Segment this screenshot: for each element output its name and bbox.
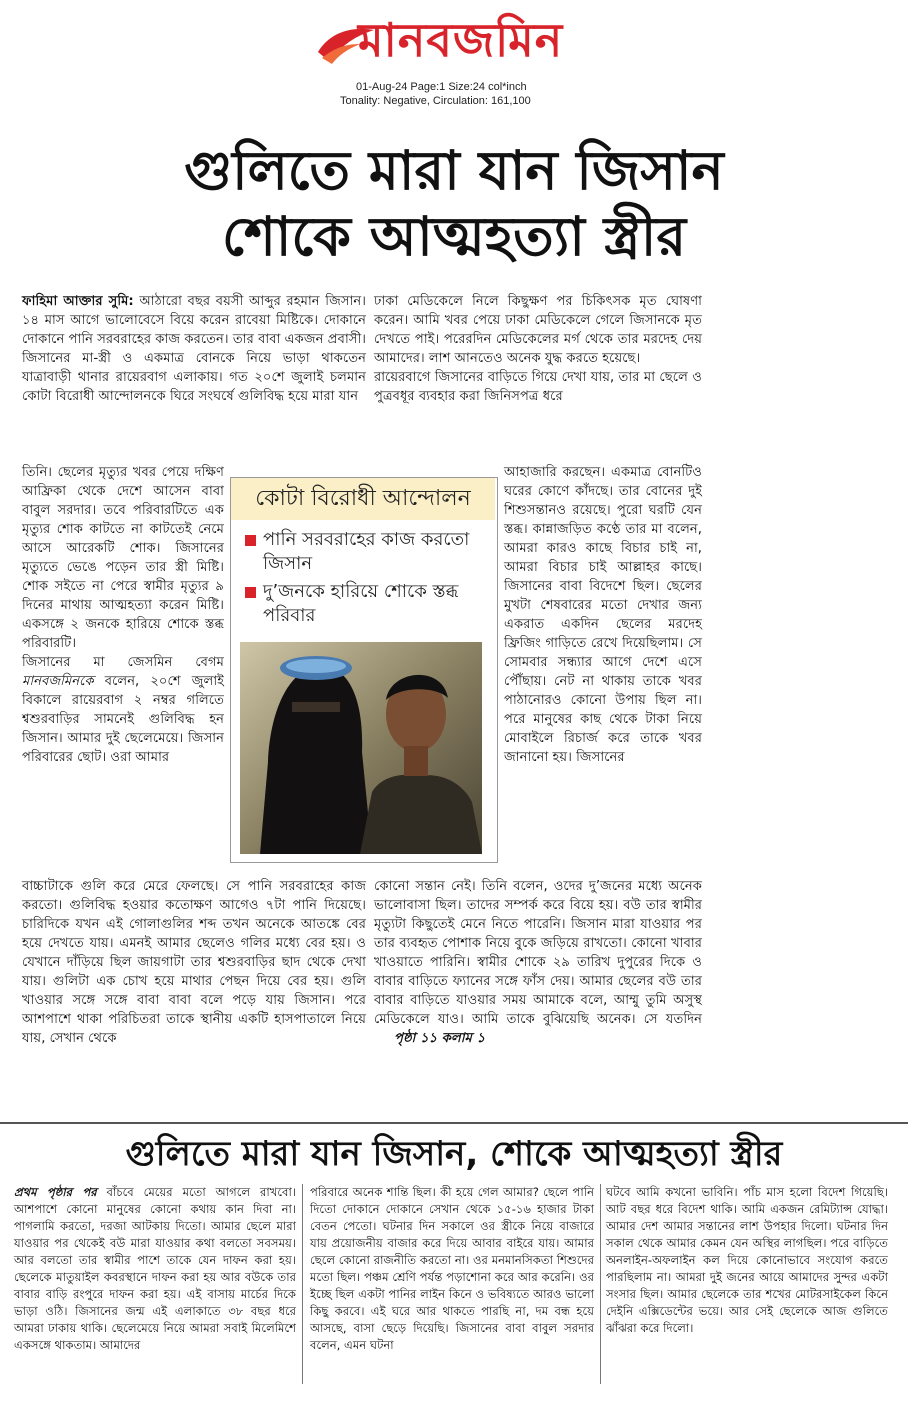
column-divider	[600, 1184, 601, 1384]
article-col1-lead-text: আঠারো বছর বয়সী আব্দুর রহমান জিসান। ১৪ মাস আগে ভালোবেসে বিয়ে করেন রাবেয়া মিষ্টিকে। দোকানে দোকানে পানি সরবরাহের কাজ করতেন। তার বাবা একজন প্রবাসী। জিসানের মা-স্ত্রী ও একমাত্র বোনকে নিয়ে ভাড়া থাকতেন যাত্রাবাড়ী থানার রায়েরবাগ এলাকায়। গত ২০শে জুলাই চলমান কোটা বিরোধী আন্দোলনকে ঘিরে সংঘর্ষে গুলিবিদ্ধ হয়ে মারা যান	[22, 294, 366, 404]
couple-photo	[240, 642, 482, 854]
continued-col1	[14, 1184, 296, 1354]
article-col2-bottom-text: কোনো সন্তান নেই। তিনি বলেন, ওদের দু’জনের মধ্যে অনেক ভালোবাসা ছিল। তাদের সম্পর্ক করে বিয়ে হয়। বউ তার স্বামীর মৃত্যুটা কিছুতেই মেনে নিতে পারেনি। জিসান মারা যাওয়ার পর তার ব্যবহৃত পোশাক নিয়ে বুকে জড়িয়ে রাখতো। কোনো খাবার খাওয়াতে পারিনি। স্বামীর শোকে ২৯ তারিখ দুপুরের দিকে ও বাবার বাড়িতে ফ্যানের সঙ্গে ফাঁস দেয়। আমার ছেলের বউ তার বাবার বাড়িতে যাওয়ার সময় আমাকে বলে, আম্মু তুমি অসুস্থ মেডিকেলে যাও। আমি তাকে বুঝিয়েছি অনেক। সে যতদিন	[374, 879, 702, 1027]
sidebar-point-2: দু’জনকে হারিয়ে শোকে স্তব্ধ পরিবার	[245, 580, 491, 628]
article-col2-narrow: আহাজারি করছেন। একমাত্র বোনটিও ঘরের কোণে কাঁদছে। তার বোনের দুই শিশুসন্তানও রয়েছে। পুরো ঘরটি যেন স্তব্ধ। কান্নাজড়িত কণ্ঠে তার মা বলেন, আমরা কারও কাছে বিচার চাই না, আমরা বিচার চাই আল্লাহর কাছে। জিসানের বাবা বিদেশে ছিল। ছেলের মুখটা শেষবারের মতো দেখার জন্য একরাত একদিন ছেলের মরদেহ ফ্রিজিং গাড়িতে রেখে দিয়েছিলাম। সে সোমবার সন্ধ্যার আগে দেশে এসে পৌঁছায়। নেট না থাকায় তাকে খবর পাঠানোরও কোনো উপায় ছিল না। পরে মানুষের কাছ থেকে টাকা নিয়ে মোবাইলে রিচার্জ করে তাকে খবর জানানো হয়। জিসানের	[504, 465, 702, 765]
sidebar-point-1: পানি সরবরাহের কাজ করতো জিসান	[245, 528, 491, 576]
square-bullet-icon	[245, 587, 256, 598]
article-col1-quote-pre: জিসানের মা জেসমিন বেগম	[22, 655, 224, 670]
article-col1-lead	[22, 292, 366, 406]
section-divider	[0, 1122, 908, 1124]
clipping-meta-date-size: 01-Aug-24 Page:1 Size:24 col*inch	[356, 81, 527, 93]
article-col1-narrow	[22, 463, 224, 767]
byline: ফাহিমা আক্তার সুমি:	[22, 294, 134, 309]
continued-from-label: প্রথম পৃষ্ঠার পর	[14, 1185, 97, 1199]
article-col2-top	[374, 292, 702, 406]
article-col1-narrow-text: তিনি। ছেলের মৃত্যুর খবর পেয়ে দক্ষিণ আফ্রিকা থেকে দেশে আসেন বাবা বাবুল সরদার। তবে পরিবারটিতে এক মৃত্যুর শোক কাটতে না কাটতেই নেমে আসে আরেকটি শোক। জিসানের মৃত্যুতে ভেঙে পড়েন তার স্ত্রী মিষ্টি। শোক সইতে না পেরে স্বামীর মৃত্যুর ৯ দিনের মাথায় আত্মহত্যা করেন মিষ্টি। একসঙ্গে ২ জনকে হারিয়ে শোকে স্তব্ধ পরিবারটি।	[22, 465, 224, 651]
square-bullet-icon	[245, 535, 256, 546]
article-col1-bottom: বাচ্চাটাকে গুলি করে মেরে ফেলছে। সে পানি সরবরাহের কাজ করতো। গুলিবিদ্ধ হওয়ার কতোক্ষণ আগেও ৭টা পানি দিয়েছে। চারিদিকে যখন এই গোলাগুলির শব্দ তখন অনেকে আতঙ্কে বের হয়ে দেখতে যায়। এমনই আমার ছেলেও গলির মধ্যে বের হয়। ও যেখানে দাঁড়িয়ে ছিল জায়গাটা তার শ্বশুরবাড়ির ছাদ থেকে দেখা যায়। গুলিটা এক চোখ হয়ে মাথার পেছন দিয়ে বের হয়। গুলি খাওয়ার সঙ্গে সঙ্গে বাবা বাবা বলে পড়ে যায় জিসান। পরে আশপাশে থাকা পরিচিতরা তাকে স্থানীয় একটি হাসপাতালে নিয়ে যায়, সেখান থেকে	[22, 879, 366, 1046]
continued-col2: পরিবারে অনেক শান্তি ছিল। কী হয়ে গেল আমার? ছেলে পানি দিতো দোকানে দোকানে সেখান থেকে ১৫-১৬ হাজার টাকা বেতন পেতো। ঘটনার দিন সকালে ওর স্ত্রীকে নিয়ে বাজারে যায় প্রয়োজনীয় বাজার করে দিয়ে আবার বাইরে যায়। আমার ছেলে কোনো রাজনীতি করতো না। ওর মনমানসিকতা শিশুদের মতো ছিল। পঞ্চম শ্রেণি পর্যন্ত পড়াশোনা করে আর করেনি। ওর ইচ্ছে ছিল একটা পানির লাইন কিনে ও ভবিষ্যতে আরও ভালো কিছু করবে। এই ঘরে আর থাকতে পারছি না, দম বন্ধ হয়ে আসছে, বাসা ছেড়ে দিয়েছি। জিসানের বাবা বাবুল সরদার বলেন, এমন ঘটনা	[310, 1185, 594, 1352]
article-col1-quote-paper: মানবজমিনকে	[22, 674, 94, 689]
article-col1-quote-post: বলেন, ২০শে জুলাই বিকালে রায়েরবাগ ২ নম্বর গলিতে শ্বশুরবাড়ির সামনেই গুলিবিদ্ধ হন জিসান। আমার দুই ছেলেমেয়ে। জিসান পরিবারের ছোট। ওরা আমার	[22, 674, 224, 765]
newspaper-logo: মানবজমিন	[358, 13, 564, 67]
couple-photo-image	[240, 642, 482, 854]
headline-line-2: শোকে আত্মহত্যা স্ত্রীর	[221, 205, 687, 268]
masthead	[310, 8, 610, 78]
continued-headline: গুলিতে মারা যান জিসান, শোকে আত্মহত্যা স্ত্রীর	[125, 1134, 783, 1174]
continuation-note: পৃষ্ঠা ১১ কলাম ১	[394, 1031, 486, 1046]
column-divider	[302, 1184, 303, 1384]
article-col2-top-text: ঢাকা মেডিকেলে নিলে কিছুক্ষণ পর চিকিৎসক মৃত ঘোষণা করেন। আমি খবর পেয়ে ঢাকা মেডিকেলে গেলে জিসানকে মৃত দেখতে পাই। পরেরদিন মেডিকেলের মর্গ থেকে তার মরদেহ দেয় আমাদের। লাশ আনতেও অনেক যুদ্ধ করতে হয়েছে।	[374, 294, 702, 366]
sidebar-points	[231, 520, 495, 638]
headline-line-1: গুলিতে মারা যান জিসান	[184, 139, 724, 202]
clipping-meta-tonality: Tonality: Negative, Circulation: 161,100	[340, 95, 531, 107]
continued-col3: ঘটবে আমি কখনো ভাবিনি। পাঁচ মাস হলো বিদেশ গিয়েছি। আট বছর ধরে বিদেশ থাকি। আমি একজন রেমিট্যান্স যোদ্ধা। আমার দেশ আমার সন্তানের লাশ উপহার দিলো। ঘটনার দিন সকাল থেকে আমার কেমন যেন অস্থির লাগছিল। পরে বাড়িতে অনলাইন-অফলাইন কল দিয়ে কোনোভাবে সংযোগ করতে পারছিলাম না। আমরা দুই জনের আয়ে আমাদের সুন্দর একটা সংসার ছিল। আমার ছেলেকে তার শখের মোটরসাইকেল কিনে দেইনি এক্সিডেন্টের ভয়ে। আর সেই ছেলেকে আজ গুলিতে ঝাঁঝরা করে দিলো।	[606, 1185, 888, 1335]
article-col2-para2: রায়েরবাগে জিসানের বাড়িতে গিয়ে দেখা যায়, তার মা ছেলে ও পুত্রবধূর ব্যবহার করা জিনিসপত্র ধরে	[374, 370, 702, 404]
clipping-meta	[340, 80, 600, 108]
continued-col1-text: বাঁচবে মেয়ের মতো আগলে রাখবো। আশপাশে কোনো মানুষের কোনো কথায় কান দিবা না। পাগলামি করতো, দরজা আটকায় দিতো। আমার ছেলে মারা যাওয়ার পর থেকেই বউ মারা যাওয়ার কথা বলতো সবসময়। আর বলতো তার স্বামীর পাশে তাকে যেন দাফন করা হয়। ছেলেকে মাতুয়াইল কবরস্থানে দাফন করা হয় আর বউকে তার বাবার বাড়ি রংপুরে দাফন করা হয়। এই বাসায় মার্চের দিকে ভাড়া ওঠি। জিসানের জন্ম এই এলাকাতে ৩৮ বছর ধরে আমরা ঢাকায় থাকি। ছেলেমেয়ে নিয়ে আমরা সবাই মিলেমিশে একসঙ্গে থাকতাম। আমাদের	[14, 1185, 296, 1352]
sidebar-title: কোটা বিরোধী আন্দোলন	[231, 478, 495, 522]
article-col2-bottom	[374, 877, 702, 1048]
